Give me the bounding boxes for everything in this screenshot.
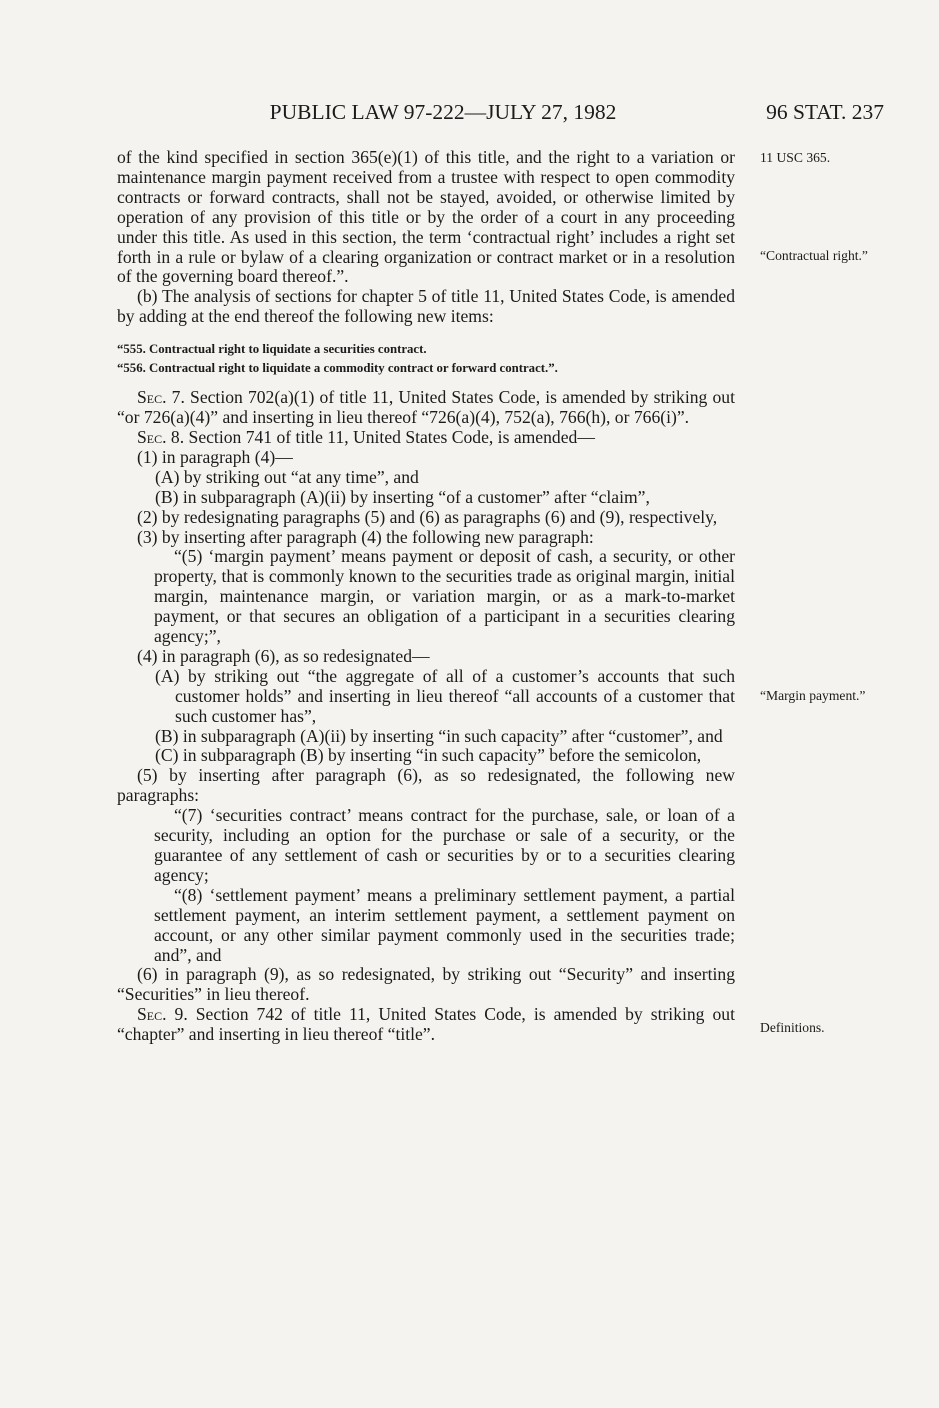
section-8-para-4B: (B) in subparagraph (A)(ii) by inserting “in such capacity” after “customer”, and bbox=[155, 725, 723, 746]
section-8-para-5-quote-8: “(8) ‘settlement payment’ means a preliminary settlement payment, a partial settlement payment, an interim settlement payment, a settlement payment on account, or any other similar payment commonly used in the securities trade; and”, and bbox=[154, 884, 735, 965]
section-8-para-1B: (B) in subparagraph (A)(ii) by inserting “of a customer” after “claim”, bbox=[155, 486, 650, 507]
header-stat: 96 STAT. 237 bbox=[766, 100, 884, 124]
section-9-text: Section 742 of title 11, United States Code, is amended by striking out “chapter” and inserting in lieu thereof “title”. bbox=[117, 1004, 735, 1045]
item-555: “555. Contractual right to liquidate a securities contract. bbox=[117, 342, 427, 357]
margin-note-contractual-right: “Contractual right.” bbox=[760, 248, 868, 263]
section-8-para-5-quote-7: “(7) ‘securities contract’ means contract for the purchase, sale, or loan of a security, including an option for the purchase or sale of a security, or the guarantee of any settlement of cash or securities by or to a securities clearing agency; bbox=[154, 805, 735, 885]
page-header bbox=[100, 97, 884, 127]
section-8-para-4A: (A) by striking out “the aggregate of all of a customer’s accounts that such customer holds” and inserting in lieu thereof “all accounts of a customer that such customer has”, bbox=[155, 665, 735, 726]
section-8-para-4C: (C) in subparagraph (B) by inserting “in such capacity” before the semicolon, bbox=[155, 745, 702, 766]
section-7-text: Section 702(a)(1) of title 11, United States Code, is amended by striking out “or 726(a)(4)” and inserting in lieu thereof “726(a)(4), 752(a), 766(h), or 766(i)”. bbox=[117, 387, 735, 428]
margin-note-definitions: Definitions. bbox=[760, 1020, 825, 1035]
paragraph-continuation: of the kind specified in section 365(e)(1) of this title, and the right to a variation or maintenance margin payment received from a trustee with respect to open commodity contracts or forward contracts, shall not be stayed, avoided, or otherwise limited by operation of any provision of this title or by the order of a court in any proceeding under this title. As used in this section, the term ‘contractual right’ includes a right set forth in a rule or bylaw of a clearing organization or contract market or in a resolution of the governing board thereof.”. bbox=[117, 147, 735, 287]
section-7 bbox=[117, 388, 735, 428]
section-8-para-4: (4) in paragraph (6), as so redesignated— bbox=[137, 645, 430, 666]
section-9-label: Sec. 9. bbox=[137, 1004, 188, 1025]
margin-note-margin-payment: “Margin payment.” bbox=[760, 688, 866, 703]
item-556: “556. Contractual right to liquidate a commodity contract or forward contract.”. bbox=[117, 361, 558, 376]
section-8-para-6: (6) in paragraph (9), as so redesignated, by striking out “Security” and inserting “Securities” in lieu thereof. bbox=[117, 964, 735, 1005]
section-7-label: Sec. 7. bbox=[137, 387, 185, 408]
section-8-text: Section 741 of title 11, United States Code, is amended— bbox=[188, 426, 595, 447]
section-8-para-2: (2) by redesignating paragraphs (5) and (6) as paragraphs (6) and (9), respectively, bbox=[137, 506, 718, 527]
section-8-para-3-quote: “(5) ‘margin payment’ means payment or deposit of cash, a security, or other property, that is commonly known to the securities trade as original margin, initial margin, maintenance margin, or variation margin, or as a mark-to-market payment, or that secures an obligation of a participant in a securities clearing agency;”, bbox=[154, 546, 735, 647]
section-8-para-1A: (A) by striking out “at any time”, and bbox=[155, 466, 419, 487]
body-text bbox=[117, 148, 735, 1045]
section-8-para-1: (1) in paragraph (4)— bbox=[137, 446, 293, 467]
section-8-label: Sec. 8. bbox=[137, 426, 185, 447]
section-items-list bbox=[117, 340, 735, 378]
section-8-para-5: (5) by inserting after paragraph (6), as so redesignated, the following new paragraphs: bbox=[117, 765, 735, 806]
paragraph-b: (b) The analysis of sections for chapter 5 of title 11, United States Code, is amended by adding at the end thereof the following new items: bbox=[117, 286, 735, 327]
margin-note-usc: 11 USC 365. bbox=[760, 150, 831, 165]
section-8-para-3: (3) by inserting after paragraph (4) the following new paragraph: bbox=[137, 526, 594, 547]
section-8 bbox=[117, 428, 735, 448]
section-9 bbox=[117, 1005, 735, 1045]
header-title: PUBLIC LAW 97-222—JULY 27, 1982 bbox=[269, 100, 617, 124]
